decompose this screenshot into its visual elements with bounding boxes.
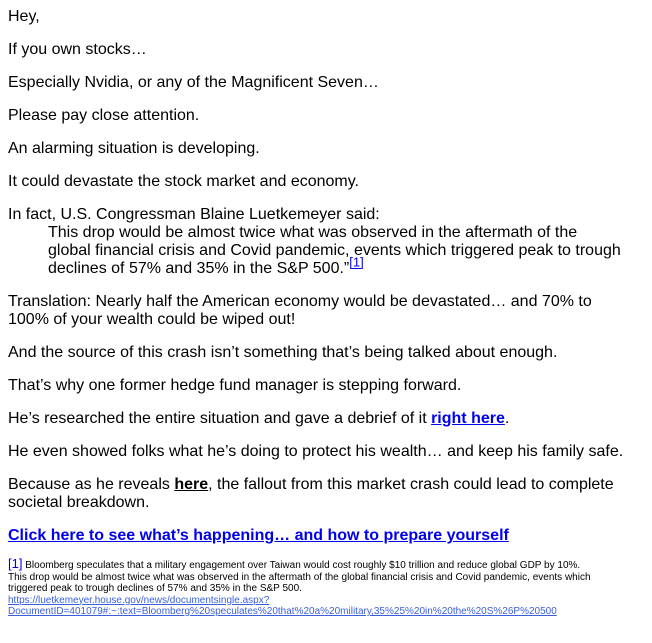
para-debrief [8, 410, 644, 428]
para-debrief-text: He’s researched the entire situation and gave a debrief of it [8, 410, 432, 427]
para-reveals [8, 476, 644, 512]
here-link[interactable]: here [174, 476, 209, 493]
para-nvidia [8, 74, 644, 92]
footnote-marker[interactable]: [1] [8, 556, 23, 571]
para-own-stocks [8, 41, 644, 59]
para-hedge-fund-text: That’s why one former hedge fund manager is stepping forward. [8, 377, 462, 394]
quote-luetkemeyer [48, 224, 644, 278]
footnote-1-text: triggered peak to trough declines of 57% and 35% in the S&P 500. [8, 583, 302, 594]
para-greeting [8, 8, 644, 26]
footnote-ref-link[interactable]: [1] [349, 254, 364, 270]
para-translation [8, 293, 644, 329]
para-alarming-text: An alarming situation is developing. [8, 140, 260, 157]
footnote-url-link-line-2: DocumentID=401079#:~:text=Bloomberg%20speculates%20that%20a%20military,35%25%20in%20the%20S%26P%20500 [8, 606, 557, 617]
para-attention [8, 107, 644, 125]
para-debrief-text: . [504, 410, 510, 427]
quote-luetkemeyer-text: This drop would be almost twice what was observed in the aftermath of the [48, 224, 578, 241]
footnote-url-link-line-1: https://luetkemeyer.house.gov/news/documentsingle.aspx? [8, 594, 270, 606]
para-reveals-text: , the fallout from this market crash could lead to complete [208, 476, 614, 493]
cta-link[interactable]: Click here to see what’s happening… and how to prepare yourself [8, 527, 509, 544]
para-devastate [8, 173, 644, 191]
para-greeting-text: Hey, [8, 8, 40, 25]
para-alarming [8, 140, 644, 158]
para-own-stocks-text: If you own stocks… [8, 41, 147, 58]
footnote-1-text: Bloomberg speculates that a military engagement over Taiwan would cost roughly $10 trillion and reduce global GDP by 10%. [22, 560, 581, 571]
superscript-ref [349, 255, 363, 270]
para-devastate-text: It could devastate the stock market and economy. [8, 173, 359, 190]
para-source [8, 344, 644, 362]
footnote-url-link[interactable] [8, 595, 557, 618]
para-congressman [8, 206, 644, 224]
quote-luetkemeyer-text: global financial crisis and Covid pandemic, events which triggered peak to trough [48, 242, 621, 259]
para-congressman-text: In fact, U.S. Congressman Blaine Luetkemeyer said: [8, 206, 380, 223]
email-content [8, 8, 644, 618]
para-protect-text: He even showed folks what he’s doing to protect his wealth… and keep his family safe. [8, 443, 624, 460]
footnote-1 [8, 556, 644, 618]
right-here-link[interactable]: right here [431, 410, 505, 427]
para-translation-text: Translation: Nearly half the American economy would be devastated… and 70% to [8, 293, 592, 310]
para-hedge-fund [8, 377, 644, 395]
para-nvidia-text: Especially Nvidia, or any of the Magnificent Seven… [8, 74, 379, 91]
footnote-1-text: This drop would be almost twice what was observed in the aftermath of the global financial crisis and Covid pandemic, events which [8, 571, 591, 583]
para-reveals-text: societal breakdown. [8, 494, 150, 511]
para-cta [8, 527, 644, 545]
para-protect [8, 443, 644, 461]
para-translation-text: 100% of your wealth could be wiped out! [8, 311, 296, 328]
para-source-text: And the source of this crash isn’t something that’s being talked about enough. [8, 344, 558, 361]
quote-luetkemeyer-text: declines of 57% and 35% in the S&P 500.” [48, 260, 350, 277]
para-reveals-text: Because as he reveals [8, 476, 175, 493]
para-attention-text: Please pay close attention. [8, 107, 200, 124]
